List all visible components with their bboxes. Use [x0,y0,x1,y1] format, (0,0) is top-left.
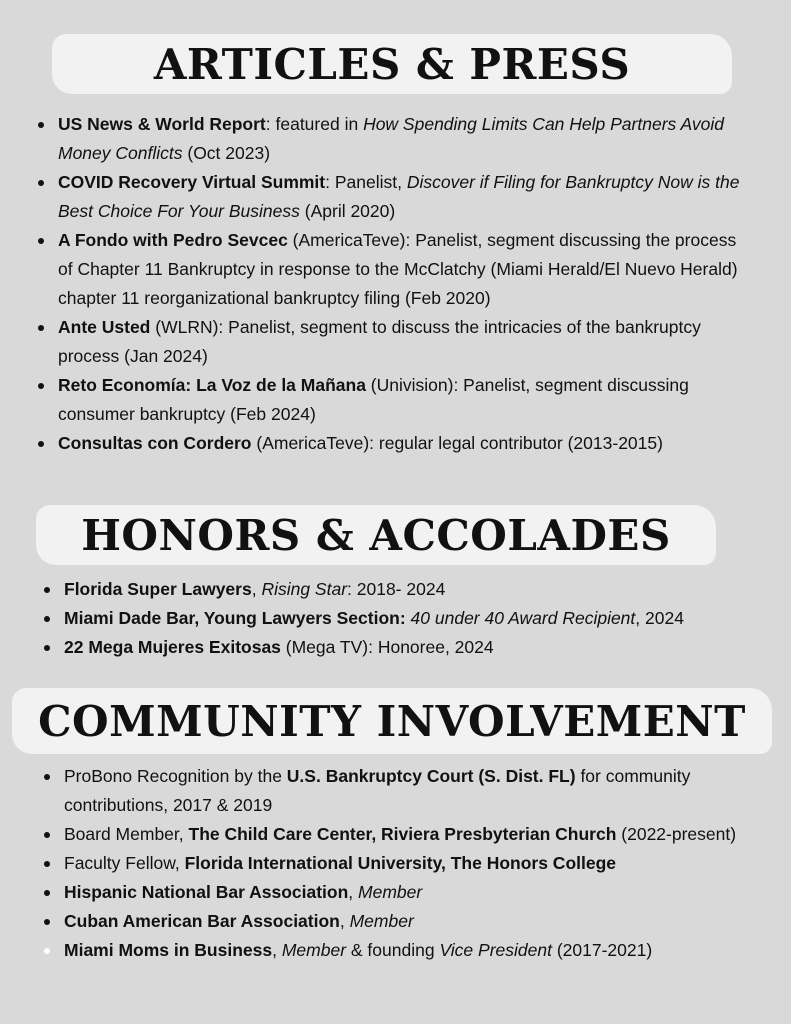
honors-heading: HONORS & ACCOLADES [36,505,716,565]
list-item: 22 Mega Mujeres Exitosas (Mega TV): Honoree, 2024 [38,633,768,662]
list-item: Hispanic National Bar Association, Member [38,878,788,907]
list-item: Miami Dade Bar, Young Lawyers Section: 40 under 40 Award Recipient, 2024 [38,604,768,633]
list-item: Miami Moms in Business, Member & founding Vice President (2017-2021) [38,936,788,965]
list-item: ProBono Recognition by the U.S. Bankruptcy Court (S. Dist. FL) for community contributions, 2017 & 2019 [38,762,788,820]
list-item: Faculty Fellow, Florida International University, The Honors College [38,849,788,878]
community-list [38,762,788,965]
list-item: COVID Recovery Virtual Summit: Panelist, Discover if Filing for Bankruptcy Now is the Best Choice For Your Business (April 2020) [32,168,752,226]
list-item: Cuban American Bar Association, Member [38,907,788,936]
list-item: Board Member, The Child Care Center, Riviera Presbyterian Church (2022-present) [38,820,788,849]
list-item: Ante Usted (WLRN): Panelist, segment to discuss the intricacies of the bankruptcy process (Jan 2024) [32,313,752,371]
list-item: Consultas con Cordero (AmericaTeve): regular legal contributor (2013-2015) [32,429,752,458]
list-item: Florida Super Lawyers, Rising Star: 2018- 2024 [38,575,768,604]
list-item: A Fondo with Pedro Sevcec (AmericaTeve): Panelist, segment discussing the process of Chapter 11 Bankruptcy in response to the McClatchy (Miami Herald/El Nuevo Herald) chapter 11 reorganizational bankruptcy filing (Feb 2020) [32,226,752,313]
articles-list [32,110,752,458]
articles-heading: ARTICLES & PRESS [52,34,732,94]
honors-list [38,575,768,662]
list-item: Reto Economía: La Voz de la Mañana (Univision): Panelist, segment discussing consumer bankruptcy (Feb 2024) [32,371,752,429]
list-item: US News & World Report: featured in How Spending Limits Can Help Partners Avoid Money Conflicts (Oct 2023) [32,110,752,168]
community-heading: COMMUNITY INVOLVEMENT [12,688,772,754]
